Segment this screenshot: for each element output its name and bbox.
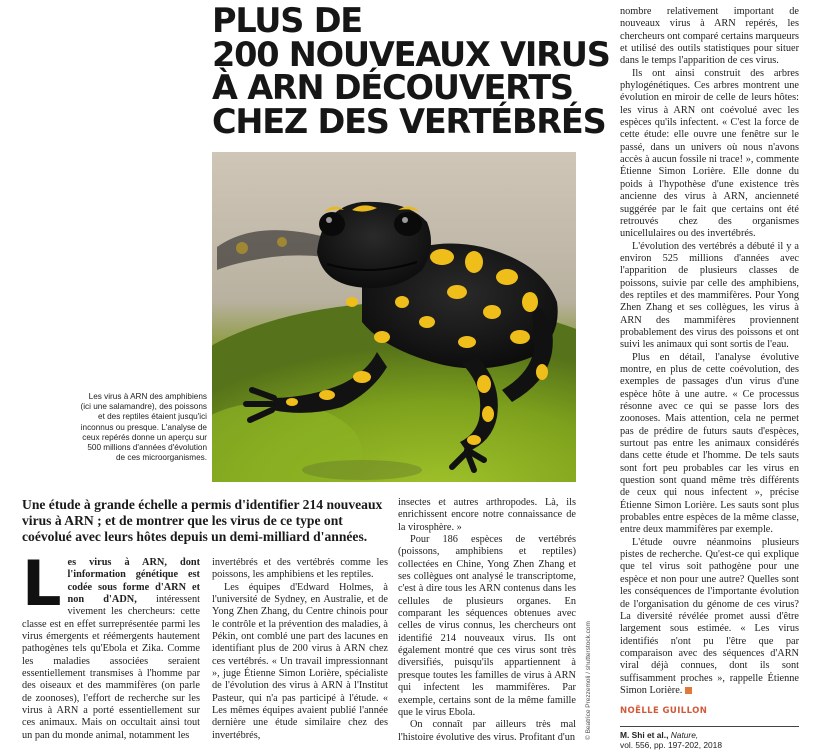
reference-details: vol. 556, pp. 197-202, 2018	[620, 740, 722, 751]
title-line: PLUS DE	[212, 1, 362, 40]
paragraph: intéressent vivement les chercheurs: cette classe est en effet surreprésentée parmi les virus émergents et réémergents hautement pathogènes tels qu'Ebola et Zika. Comme les maladies associées seraient essentiellement transmises à l'homme par des oiseaux et des mammifères (on parle de zoonoses), l'effort de recherche sur les virus à ARN a porté essentiellement sur ces animaux. Mais on occultait ainsi tout un pan du monde animal, notamment les	[22, 594, 200, 741]
paragraph: Les équipes d'Edward Holmes, à l'université de Sydney, en Australie, et de Yong Zhen Zhang, du Centre chinois pour le contrôle et la prévention des maladies, à Pékin, ont comblé une part des lacunes en identifiant plus de 200 virus à ARN chez ces vertébrés. « Un travail impressionnant », juge Étienne Simon Lorière, spécialiste de l'évolution des virus à ARN à l'Institut Pasteur, qui n'a pas participé à l'étude. « Les mêmes équipes avaient publié l'année dernière une étude similaire chez des invertébrés,	[212, 581, 388, 741]
standfirst: Une étude à grande échelle a permis d'identifier 214 nouveaux virus à ARN ; et de montrer que les virus de ce type ont coévolué avec leurs hôtes depuis un demi-milliard d'années.	[22, 497, 383, 544]
reference-journal: Nature,	[670, 729, 699, 740]
paragraph-text: L'étude ouvre néanmoins plusieurs pistes de recherche. Qu'est-ce qui explique que tel virus soit pathogène pour une espèce et non pour une autre? Quelles sont les conséquences de l'importante évolution de l'organisation du génome de ces virus? La diversité révélée promet aussi d'être largement sous estimée. « Les virus identifiés n'ont pu l'être que par comparaison avec des séquences d'ARN viral déjà connues, dont ils sont suffisamment proches », rappelle Étienne Simon Lorière.	[620, 536, 799, 696]
salamander-illustration	[212, 152, 576, 482]
article-column-1	[22, 547, 200, 742]
reference-box	[620, 726, 799, 751]
paragraph: On connaît par ailleurs très mal l'histoire évolutive des virus. Profitant d'un	[398, 719, 576, 743]
salamander-photo	[212, 152, 576, 482]
title-line: CHEZ DES VERTÉBRÉS	[212, 101, 606, 141]
title-line: 200 NOUVEAUX VIRUS	[212, 34, 610, 74]
title-line: À ARN DÉCOUVERTS	[212, 68, 573, 107]
article-column-2	[212, 557, 388, 742]
paragraph	[620, 537, 799, 697]
author-byline: NOËLLE GUILLON	[620, 706, 708, 717]
article-column-3	[398, 497, 576, 744]
end-mark-icon	[685, 687, 692, 694]
paragraph: Ils ont ainsi construit des arbres phylogénétiques. Ces arbres montrent une évolution en miroir de celle de leurs hôtes: les virus à ARN ont coévolué avec les espèces qu'ils infectent. « C'est la force de cette étude: elle ouvre une fenêtre sur le passé, dans un univers où nous n'avons accès à aucun fossile ni trace! », commente Étienne Simon Lorière. Elle donne du poids à l'hypothèse d'une existence très ancienne des virus à ARN, ancienneté suggérée par le fait que certains ont été retrouvés chez des organismes unicellulaires ou des invertébrés.	[620, 67, 799, 240]
paragraph: L'évolution des vertébrés a débuté il y a environ 525 millions d'années avec l'apparition de plusieurs classes de poissons, suivie par celle des amphibiens, des reptiles et des mammifères. Pour Yong Zhen Zhang et ses collègues, les virus à ARN des mammifères proviennent probablement des virus des poissons et ont suivi les animaux qui sont sortis de l'eau.	[620, 240, 799, 351]
drop-cap: L	[22, 547, 62, 620]
reference-authors: M. Shi et al.,	[620, 729, 669, 740]
lead-in: es virus à ARN, dont l'information génétique est codée sous forme d'ARN et non d'ADN,	[67, 557, 200, 606]
paragraph: nombre relativement important de nouveaux virus à ARN repérés, les chercheurs ont comparé certains marqueurs et utilisé des outils statistiques pour situer dans le temps l'apparition de ces virus.	[620, 6, 799, 67]
paragraph: invertébrés et des vertébrés comme les poissons, les amphibiens et les reptiles.	[212, 557, 388, 581]
paragraph: insectes et autres arthropodes. Là, ils enrichissent encore notre connaissance de la virosphère. »	[398, 497, 576, 533]
paragraph: Plus en détail, l'analyse évolutive montre, en plus de cette coévolution, des exemples de passages d'un virus d'une espèce hôte à une autre. « Ce processus résonne avec ce qui se passe lors des zoonoses. Mais attention, cela ne permet pas de prédire de futurs sauts d'espèces, surtout pas entre les animaux considérés dans cette étude et l'homme. De tels sauts sont fort peu probables car les virus en question sont quand même très différents de ceux qui nous infectent », précise Étienne Simon Lorière. Les sauts sont plus probables entre espèces de la même classe, entre deux mammifères par exemple.	[620, 351, 799, 536]
paragraph: Pour 186 espèces de vertébrés (poissons, amphibiens et reptiles) collectées en Chine, Yong Zhen Zhang et ses collègues ont analysé le transcriptome, c'est à dire tous les ARN contenus dans les cellules de plusieurs organes. En comparant les séquences obtenues avec celles de virus connus, les chercheurs ont identifié 214 nouveaux virus. Ils ont également montré que ces virus sont très diversifiés, puisqu'ils appartiennent à presque toutes les familles de virus à ARN qui infectent les mammifères. Par exemple, certains sont de la même famille que le virus Ebola.	[398, 534, 576, 718]
article-title	[212, 1, 610, 141]
article-column-4	[620, 6, 799, 751]
photo-caption: Les virus à ARN des amphibiens (ici une salamandre), des poissons et des reptiles étaient jusqu'ici inconnus ou presque. L'analyse de ceux repérés donne un aperçu sur 500 millions d'années d'évolution de ces microorganismes.	[80, 392, 207, 463]
photo-credit: © Beatrice Prezzemoli / shutterstock.com	[585, 621, 592, 740]
